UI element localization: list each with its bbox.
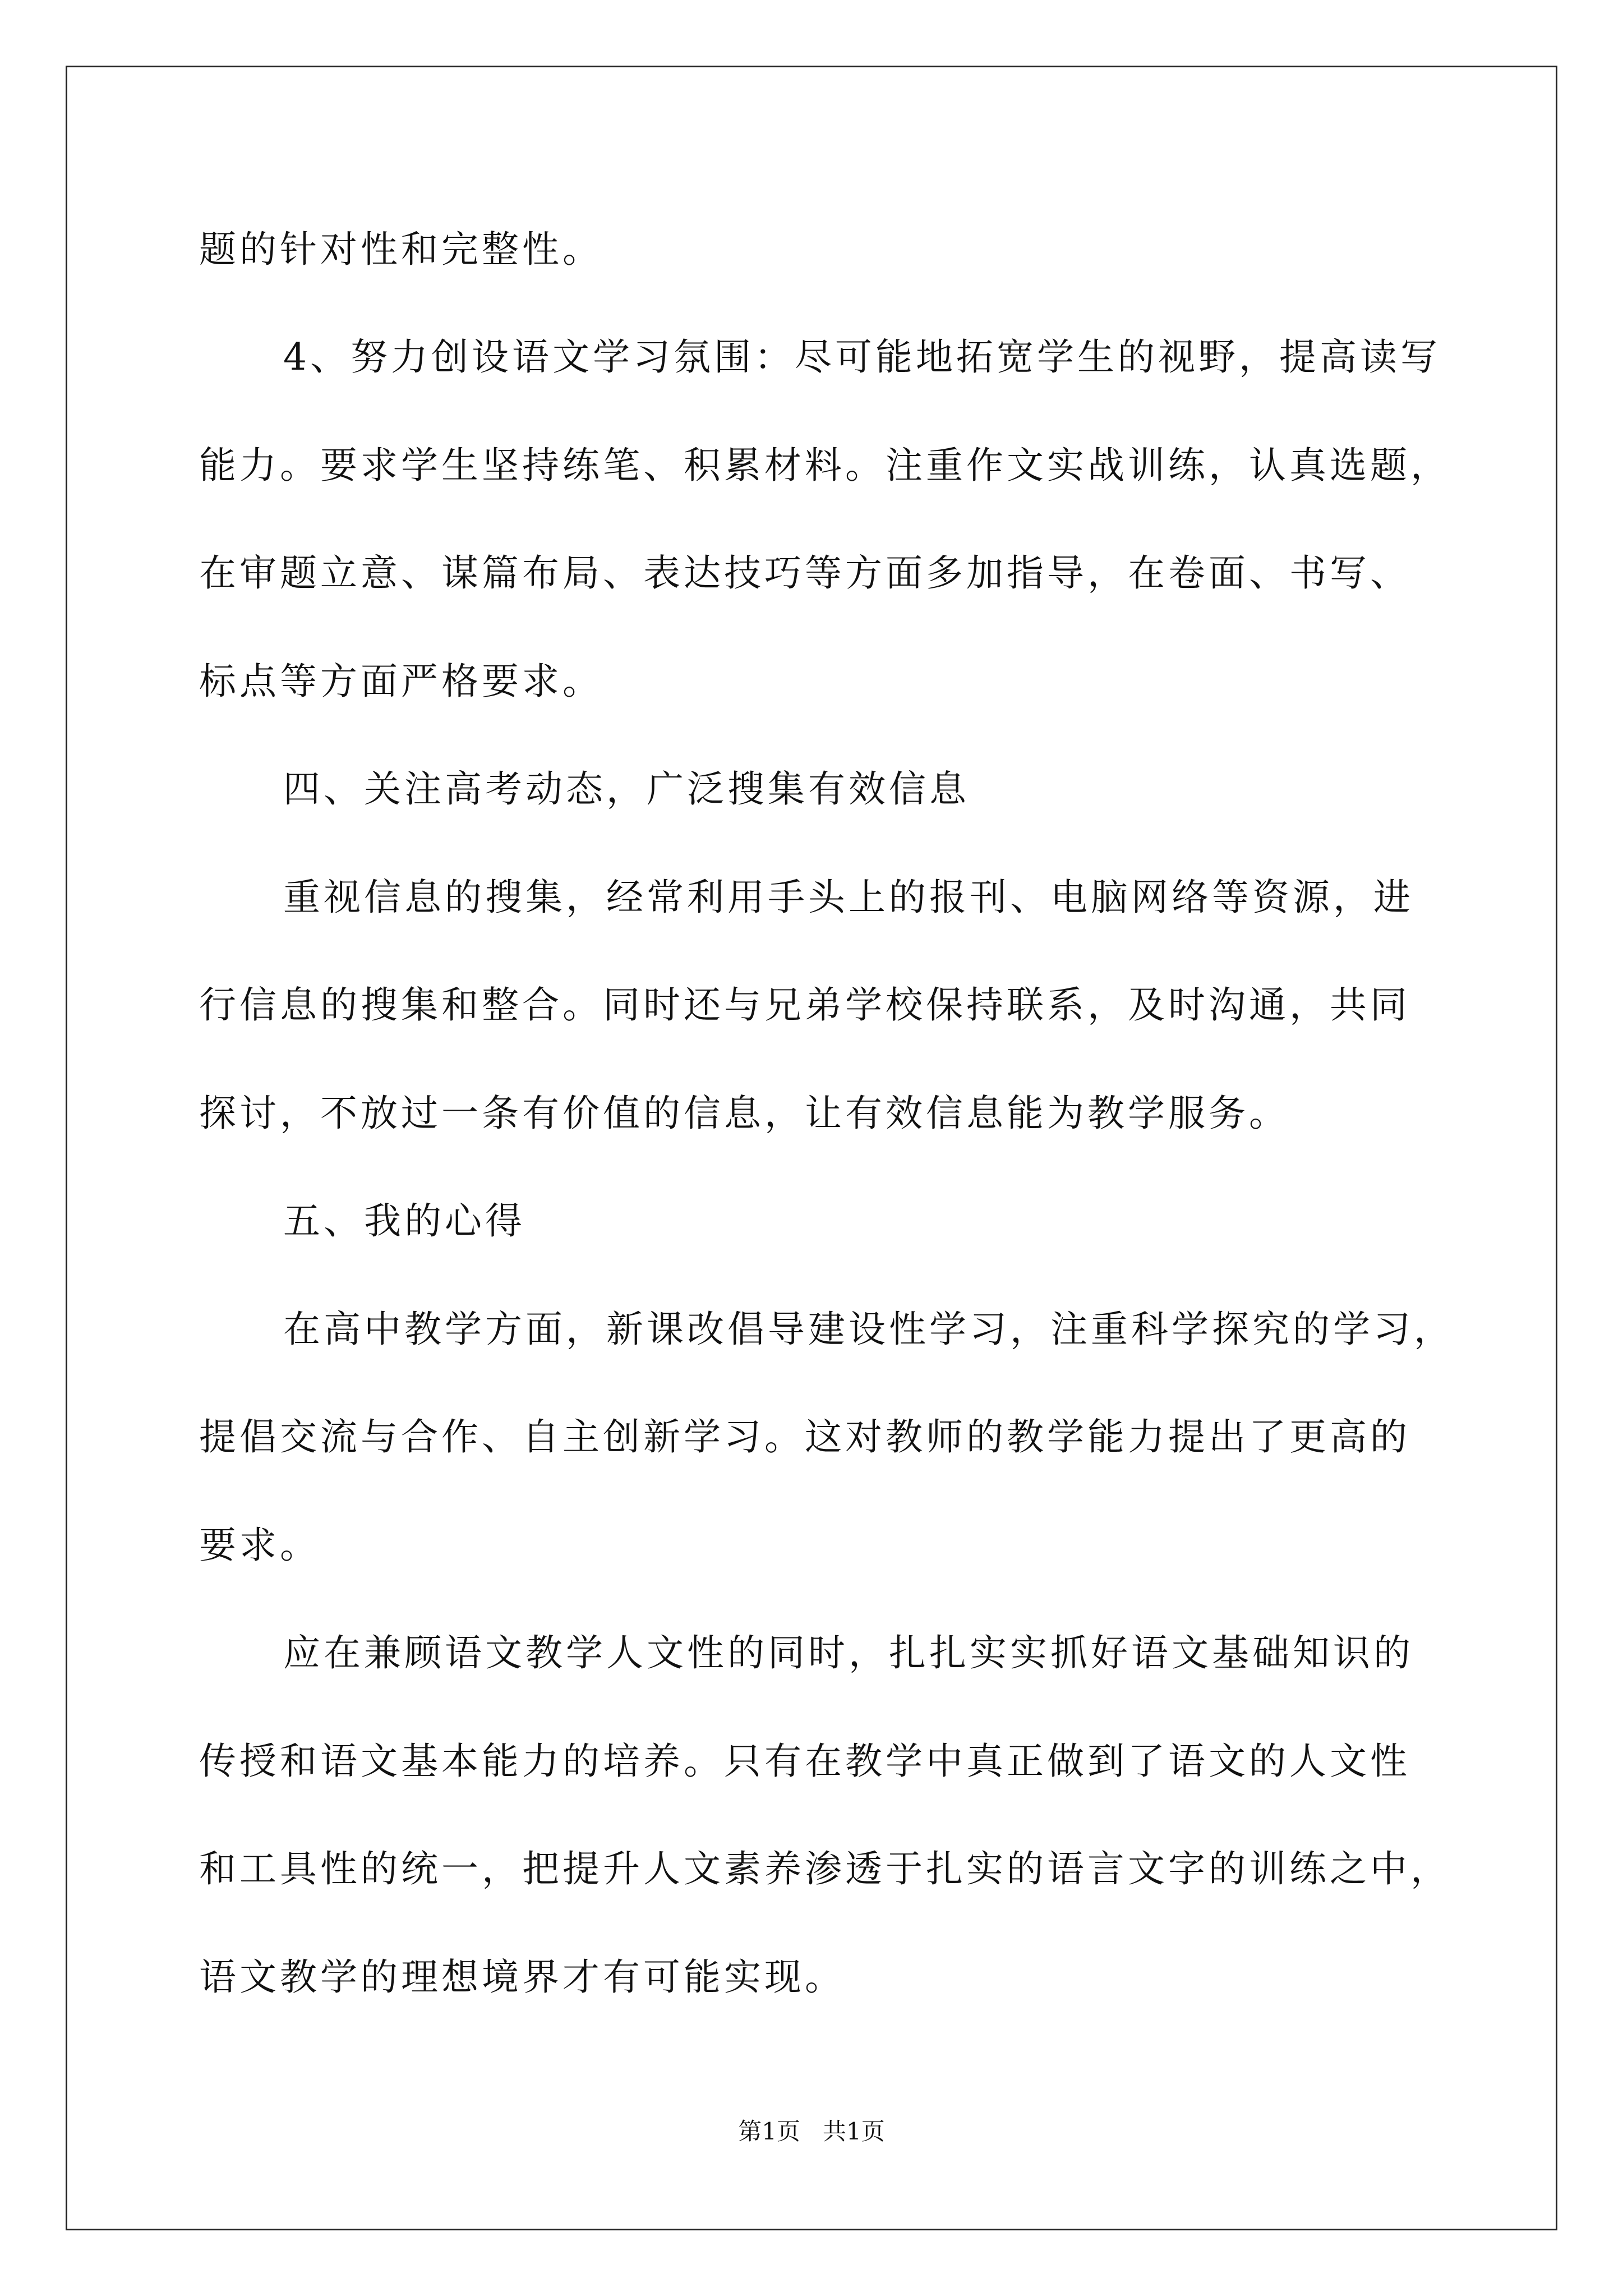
section-heading: 五、我的心得	[283, 1199, 525, 1243]
page-footer: 第1页 共1页	[738, 2118, 885, 2145]
text-line: 行信息的搜集和整合。同时还与兄弟学校保持联系，及时沟通，共同	[199, 983, 1410, 1027]
text-line: 重视信息的搜集，经常利用手头上的报刊、电脑网络等资源，进	[283, 876, 1414, 919]
text-line: 4、努力创设语文学习氛围：尽可能地拓宽学生的视野，提高读写	[283, 335, 1441, 379]
text-line: 题的针对性和完整性。	[199, 228, 603, 271]
text-line: 标点等方面严格要求。	[199, 660, 603, 703]
text-line: 提倡交流与合作、自主创新学习。这对教师的教学能力提出了更高的	[199, 1415, 1410, 1458]
section-heading: 四、关注高考动态，广泛搜集有效信息	[283, 767, 970, 811]
text-line: 在审题立意、谋篇布局、表达技巧等方面多加指导，在卷面、书写、	[199, 551, 1410, 595]
text-line: 传授和语文基本能力的培养。只有在教学中真正做到了语文的人文性	[199, 1740, 1410, 1783]
text-line: 探讨，不放过一条有价值的信息，让有效信息能为教学服务。	[199, 1092, 1289, 1135]
text-line: 要求。	[199, 1524, 320, 1567]
text-line: 语文教学的理想境界才有可能实现。	[199, 1955, 845, 1999]
page-border	[66, 66, 1557, 2230]
text-line: 在高中教学方面，新课改倡导建设性学习，注重科学探究的学习，	[283, 1308, 1454, 1351]
text-line: 能力。要求学生坚持练笔、积累材料。注重作文实战训练，认真选题，	[199, 444, 1451, 487]
text-line: 应在兼顾语文教学人文性的同时，扎扎实实抓好语文基础知识的	[283, 1631, 1414, 1674]
text-line: 和工具性的统一，把提升人文素养渗透于扎实的语言文字的训练之中，	[199, 1847, 1451, 1890]
